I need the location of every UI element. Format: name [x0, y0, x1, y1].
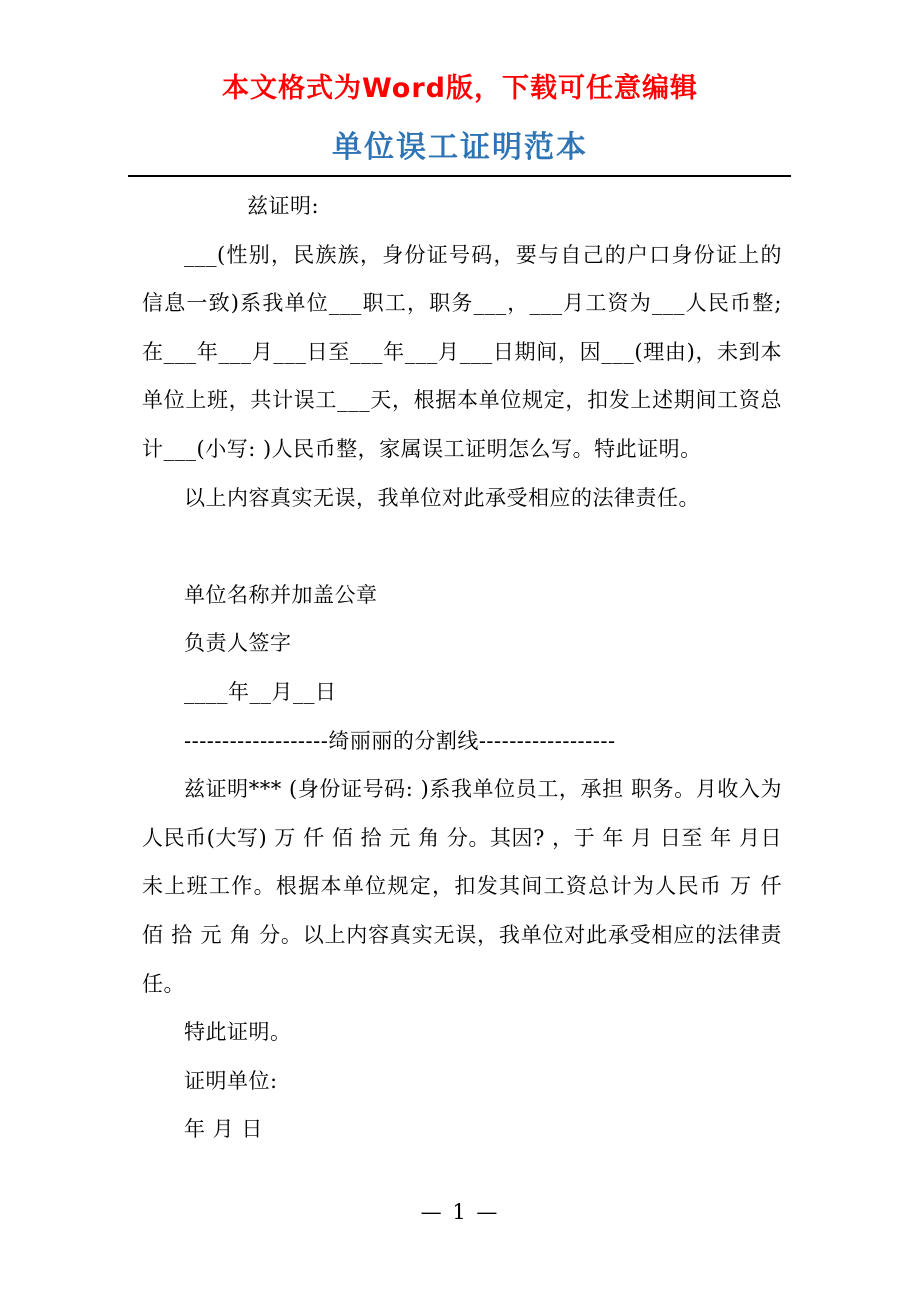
blank-line: [142, 522, 782, 571]
section-divider: -------------------绮丽丽的分割线------------------: [184, 728, 616, 753]
format-banner: 本文格式为Word版，下载可任意编辑: [221, 73, 698, 104]
certifying-unit-line: 证明单位:: [184, 1068, 278, 1093]
title-underline: [128, 175, 791, 177]
page-number: — 1 —: [420, 1200, 500, 1224]
signature-unit-line: 单位名称并加盖公章: [184, 582, 378, 607]
liability-statement: 以上内容真实无误，我单位对此承受相应的法律责任。: [184, 485, 700, 510]
certificate-paragraph: ___(性别，民族族，身份证号码，要与自己的户口身份证上的信息一致)系我单位___职工，职务___，___月工资为___人民币整; 在___年___月___日至___年___月___日期间，因___(理由)，未到本单位上班，共计误工___天，根据本单位规定，扣发上述期间工资总计___(小写: )人民币整，家属误工证明怎么写。特此证明。: [142, 242, 782, 461]
second-certificate-paragraph: 兹证明*** (身份证号码: )系我单位员工，承担 职务。月收入为人民币(大写) 万 仟 佰 拾 元 角 分。其因? ，于 年 月 日至 年 月日未上班工作。根据本单位规定，扣发其间工资总计为人民币 万 仟 佰 拾 元 角 分。以上内容真实无误，我单位对此承受相应的法律责任。: [142, 777, 782, 996]
document-body: [142, 182, 782, 1154]
signature-person-line: 负责人签字: [184, 631, 292, 656]
closing-date-line: 年 月 日: [184, 1117, 263, 1142]
document-title: 单位误工证明范本: [332, 130, 588, 165]
signature-date-line: ____年__月__日: [184, 679, 337, 704]
opening-line: 兹证明:: [247, 194, 320, 218]
closing-statement: 特此证明。: [184, 1020, 292, 1045]
